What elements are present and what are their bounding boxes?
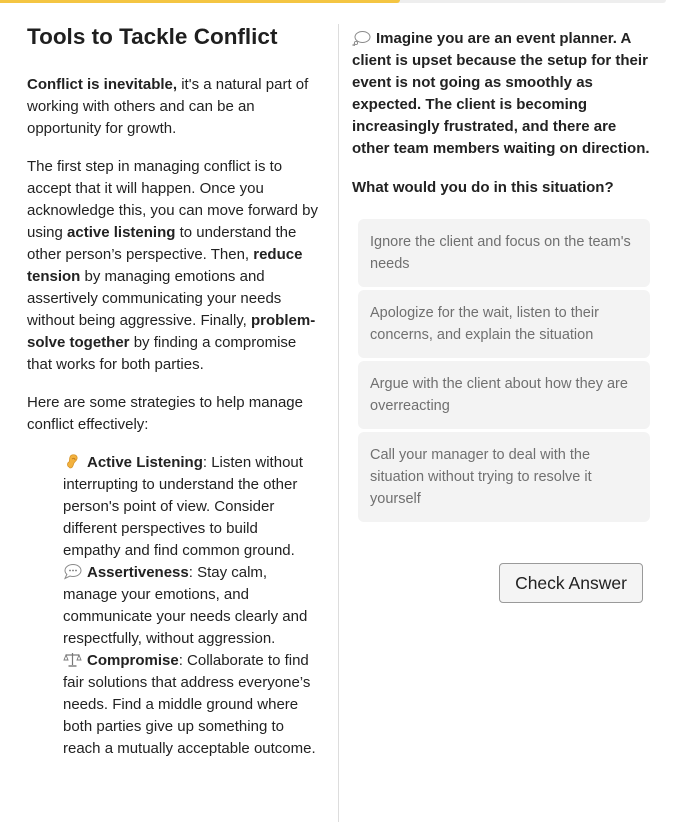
strategy-name: Compromise bbox=[87, 652, 179, 669]
steps-text-1: The first step in managing conflict is to accept that it will happen. Once you acknowledge this, you can move forward by using bbox=[27, 158, 318, 241]
steps-bold-3: problem-solve together bbox=[27, 312, 316, 351]
answer-option-4[interactable]: Call your manager to deal with the situation without trying to resolve it yourself bbox=[358, 432, 650, 522]
answer-option-1[interactable]: Ignore the client and focus on the team's needs bbox=[358, 219, 650, 287]
steps-bold-2: reduce tension bbox=[27, 246, 303, 285]
strategy-desc: : Collaborate to find fair solutions that address everyone’s needs. Find a middle ground where both parties give up something to reach a mutually acceptable outcome. bbox=[63, 652, 316, 757]
page-title: Tools to Tackle Conflict bbox=[27, 24, 278, 49]
scenario-body: Imagine you are an event planner. A client is upset because the setup for their event is not going as smoothly as expected. The client is becoming increasingly frustrated, and there are other team members waiting on direction. bbox=[352, 30, 650, 157]
strategy-item bbox=[63, 650, 319, 760]
steps-bold-1: active listening bbox=[67, 224, 176, 241]
strategy-item bbox=[63, 562, 319, 650]
strategy-name: Assertiveness bbox=[87, 564, 189, 581]
intro-bold: Conflict is inevitable, bbox=[27, 76, 178, 93]
speech-bubble-icon bbox=[63, 563, 82, 580]
thought-bubble-icon bbox=[352, 30, 371, 46]
steps-text-3: by managing emotions and assertively communicating your needs without being aggressive. Finally, bbox=[27, 268, 282, 329]
intro-paragraph bbox=[27, 74, 319, 140]
balance-scale-icon bbox=[63, 651, 82, 668]
strategy-item bbox=[63, 452, 319, 562]
strategy-list bbox=[63, 452, 319, 760]
lesson-content bbox=[27, 20, 319, 760]
question-text: What would you do in this situation? bbox=[352, 179, 614, 196]
lesson-progress-bar bbox=[0, 0, 666, 3]
ear-icon bbox=[63, 453, 82, 470]
steps-paragraph bbox=[27, 156, 319, 376]
steps-text-4: by finding a compromise that works for both parties. bbox=[27, 334, 297, 373]
scenario-text bbox=[352, 28, 652, 160]
column-divider bbox=[338, 24, 339, 822]
answer-option-3[interactable]: Argue with the client about how they are overreacting bbox=[358, 361, 650, 429]
strategy-name: Active Listening bbox=[87, 454, 203, 471]
lesson-progress-fill bbox=[0, 0, 400, 3]
quiz-panel bbox=[352, 28, 652, 525]
answer-option-2[interactable]: Apologize for the wait, listen to their concerns, and explain the situation bbox=[358, 290, 650, 358]
intro-text: it's a natural part of working with others and can be an opportunity for growth. bbox=[27, 76, 309, 137]
steps-text-2: to understand the other person’s perspective. Then, bbox=[27, 224, 297, 263]
check-answer-button[interactable]: Check Answer bbox=[499, 563, 643, 603]
strategies-intro: Here are some strategies to help manage conflict effectively: bbox=[27, 394, 303, 433]
strategy-desc: : Listen without interrupting to understand the other person's point of view. Consider different perspectives to build empathy and find common ground. bbox=[63, 454, 303, 559]
answer-options bbox=[358, 219, 650, 522]
strategy-desc: : Stay calm, manage your emotions, and communicate your needs clearly and respectfully, without aggression. bbox=[63, 564, 308, 647]
